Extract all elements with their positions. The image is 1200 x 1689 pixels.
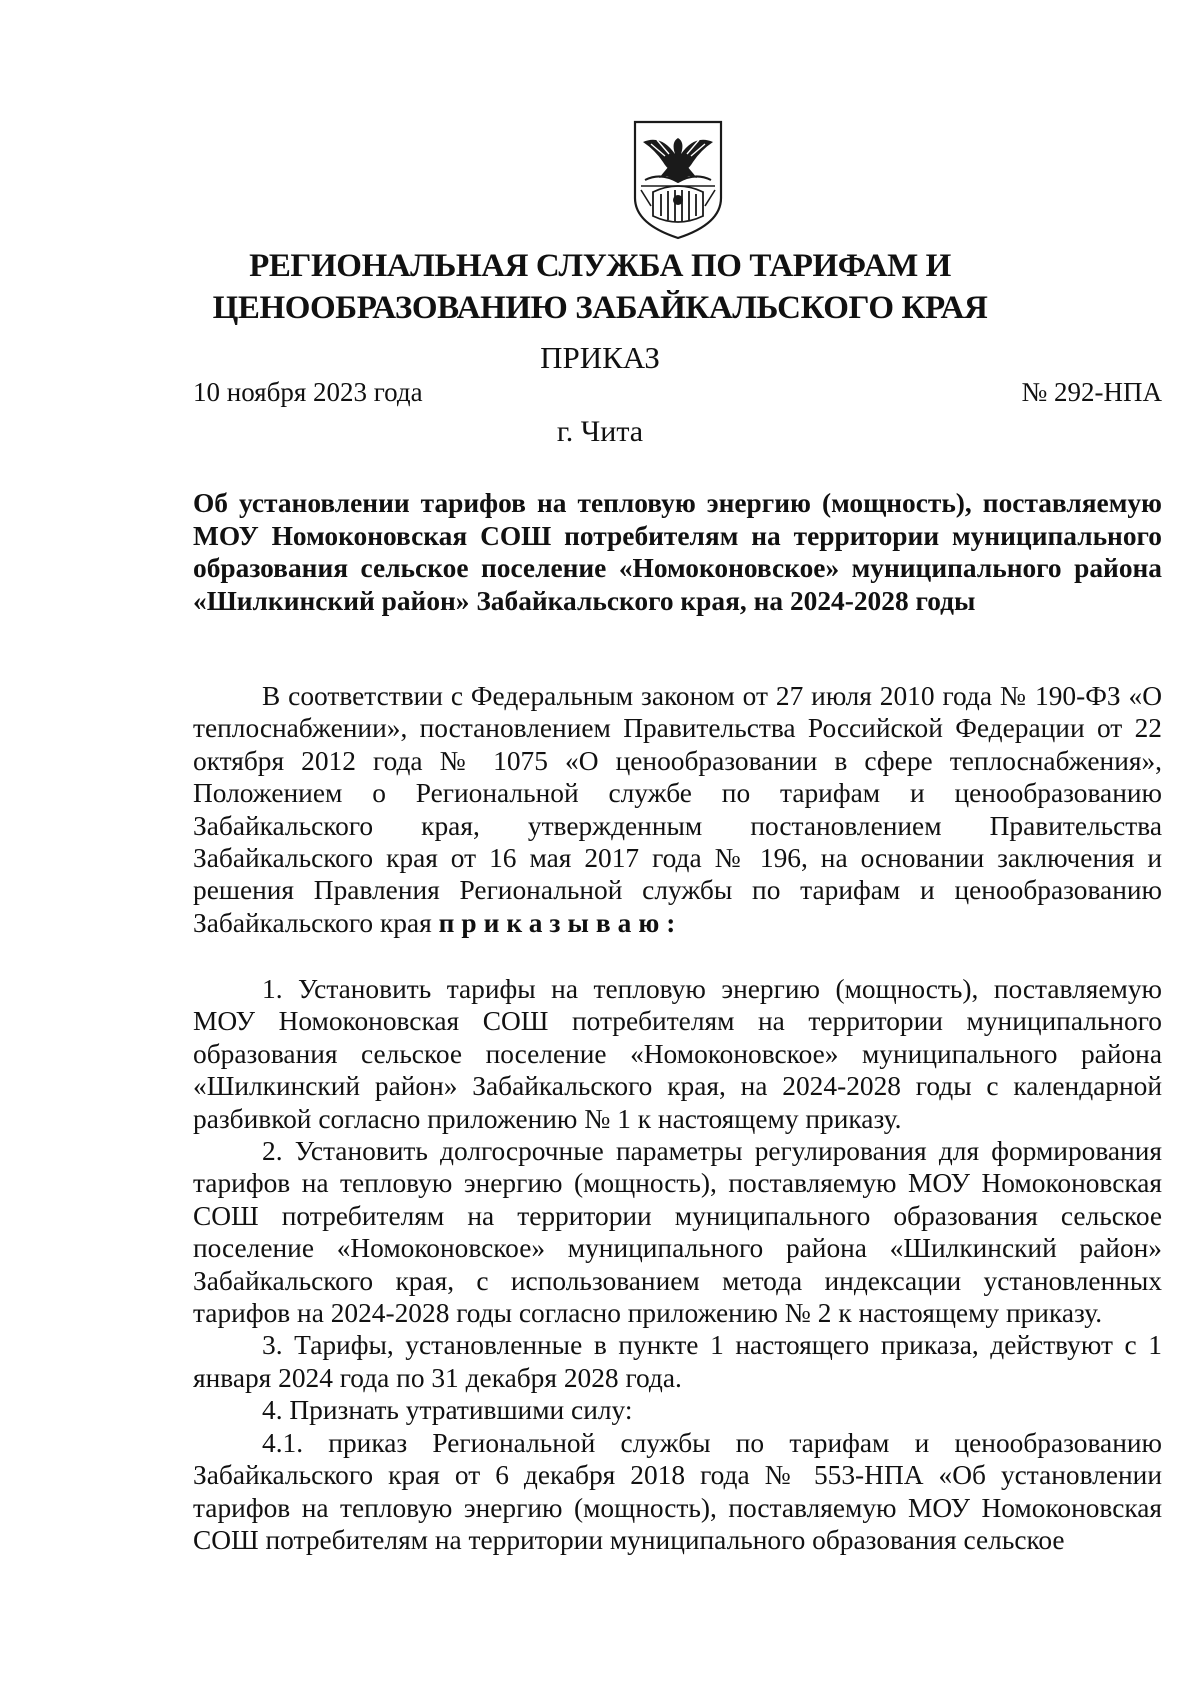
order-items bbox=[193, 973, 1162, 1556]
preamble bbox=[193, 680, 1162, 939]
preamble-paragraph bbox=[193, 680, 1162, 939]
document-city: г. Чита bbox=[556, 415, 644, 448]
order-item-4-1: 4.1. приказ Региональной службы по тарифам и ценообразованию Забайкальского края от 6 декабря 2018 года № 553-НПА «Об установлении тарифов на тепловую энергию (мощность), поставляемую МОУ Номоконовская СОШ потребителям на территории муниципального образования сельское bbox=[193, 1427, 1162, 1555]
order-item-2: 2. Установить долгосрочные параметры регулирования для формирования тарифов на тепловую энергию (мощность), поставляемую МОУ Номоконовская СОШ потребителям на территории муниципального образования сельское поселение «Номоконовское» муниципального района «Шилкинский район» Забайкальского края, с использованием метода индексации установленных тарифов на 2024-2028 годы согласно приложению № 2 к настоящему приказу. bbox=[193, 1136, 1162, 1329]
order-item-3: 3. Тарифы, установленные в пункте 1 настоящего приказа, действуют с 1 января 2024 года по 31 декабря 2028 года. bbox=[193, 1330, 1162, 1393]
document-subject bbox=[193, 487, 1162, 617]
coat-of-arms-icon bbox=[631, 120, 725, 240]
organization-title bbox=[150, 245, 1050, 329]
order-item-1: 1. Установить тарифы на тепловую энергию (мощность), поставляемую МОУ Номоконовская СОШ потребителям на территории муниципального образования сельское поселение «Номоконовское» муниципального района «Шилкинский район» Забайкальского края, на 2024-2028 годы с календарной разбивкой согласно приложению № 1 к настоящему приказу. bbox=[193, 974, 1162, 1134]
organization-title-line-1: РЕГИОНАЛЬНАЯ СЛУЖБА ПО ТАРИФАМ И bbox=[249, 248, 951, 284]
command-word: приказываю: bbox=[438, 907, 683, 938]
document-date: 10 ноября 2023 года bbox=[193, 377, 423, 407]
preamble-text: В соответствии с Федеральным законом от 27 июля 2010 года № 190-ФЗ «О теплоснабжении», постановлением Правительства Российской Федерации от 22 октября 2012 года № 1075 «О ценообразовании в сфере теплоснабжения», Положением о Региональной службе по тарифам и ценообразованию Забайкальского края, утвержденным постановлением Правительства Забайкальского края от 16 мая 2017 года № 196, на основании заключения и решения Правления Региональной службы по тарифам и ценообразованию Забайкальского края bbox=[193, 681, 1162, 938]
organization-title-line-2: ЦЕНООБРАЗОВАНИЮ ЗАБАЙКАЛЬСКОГО КРАЯ bbox=[212, 290, 988, 326]
document-type: ПРИКАЗ bbox=[540, 340, 660, 375]
order-item-4: 4. Признать утратившими силу: bbox=[262, 1395, 633, 1426]
document-number: № 292-НПА bbox=[1021, 377, 1162, 407]
subject-text: Об установлении тарифов на тепловую энергию (мощность), поставляемую МОУ Номоконовская СОШ потребителям на территории муниципального образования сельское поселение «Номоконовское» муниципального района «Шилкинский район» Забайкальского края, на 2024-2028 годы bbox=[193, 488, 1162, 616]
